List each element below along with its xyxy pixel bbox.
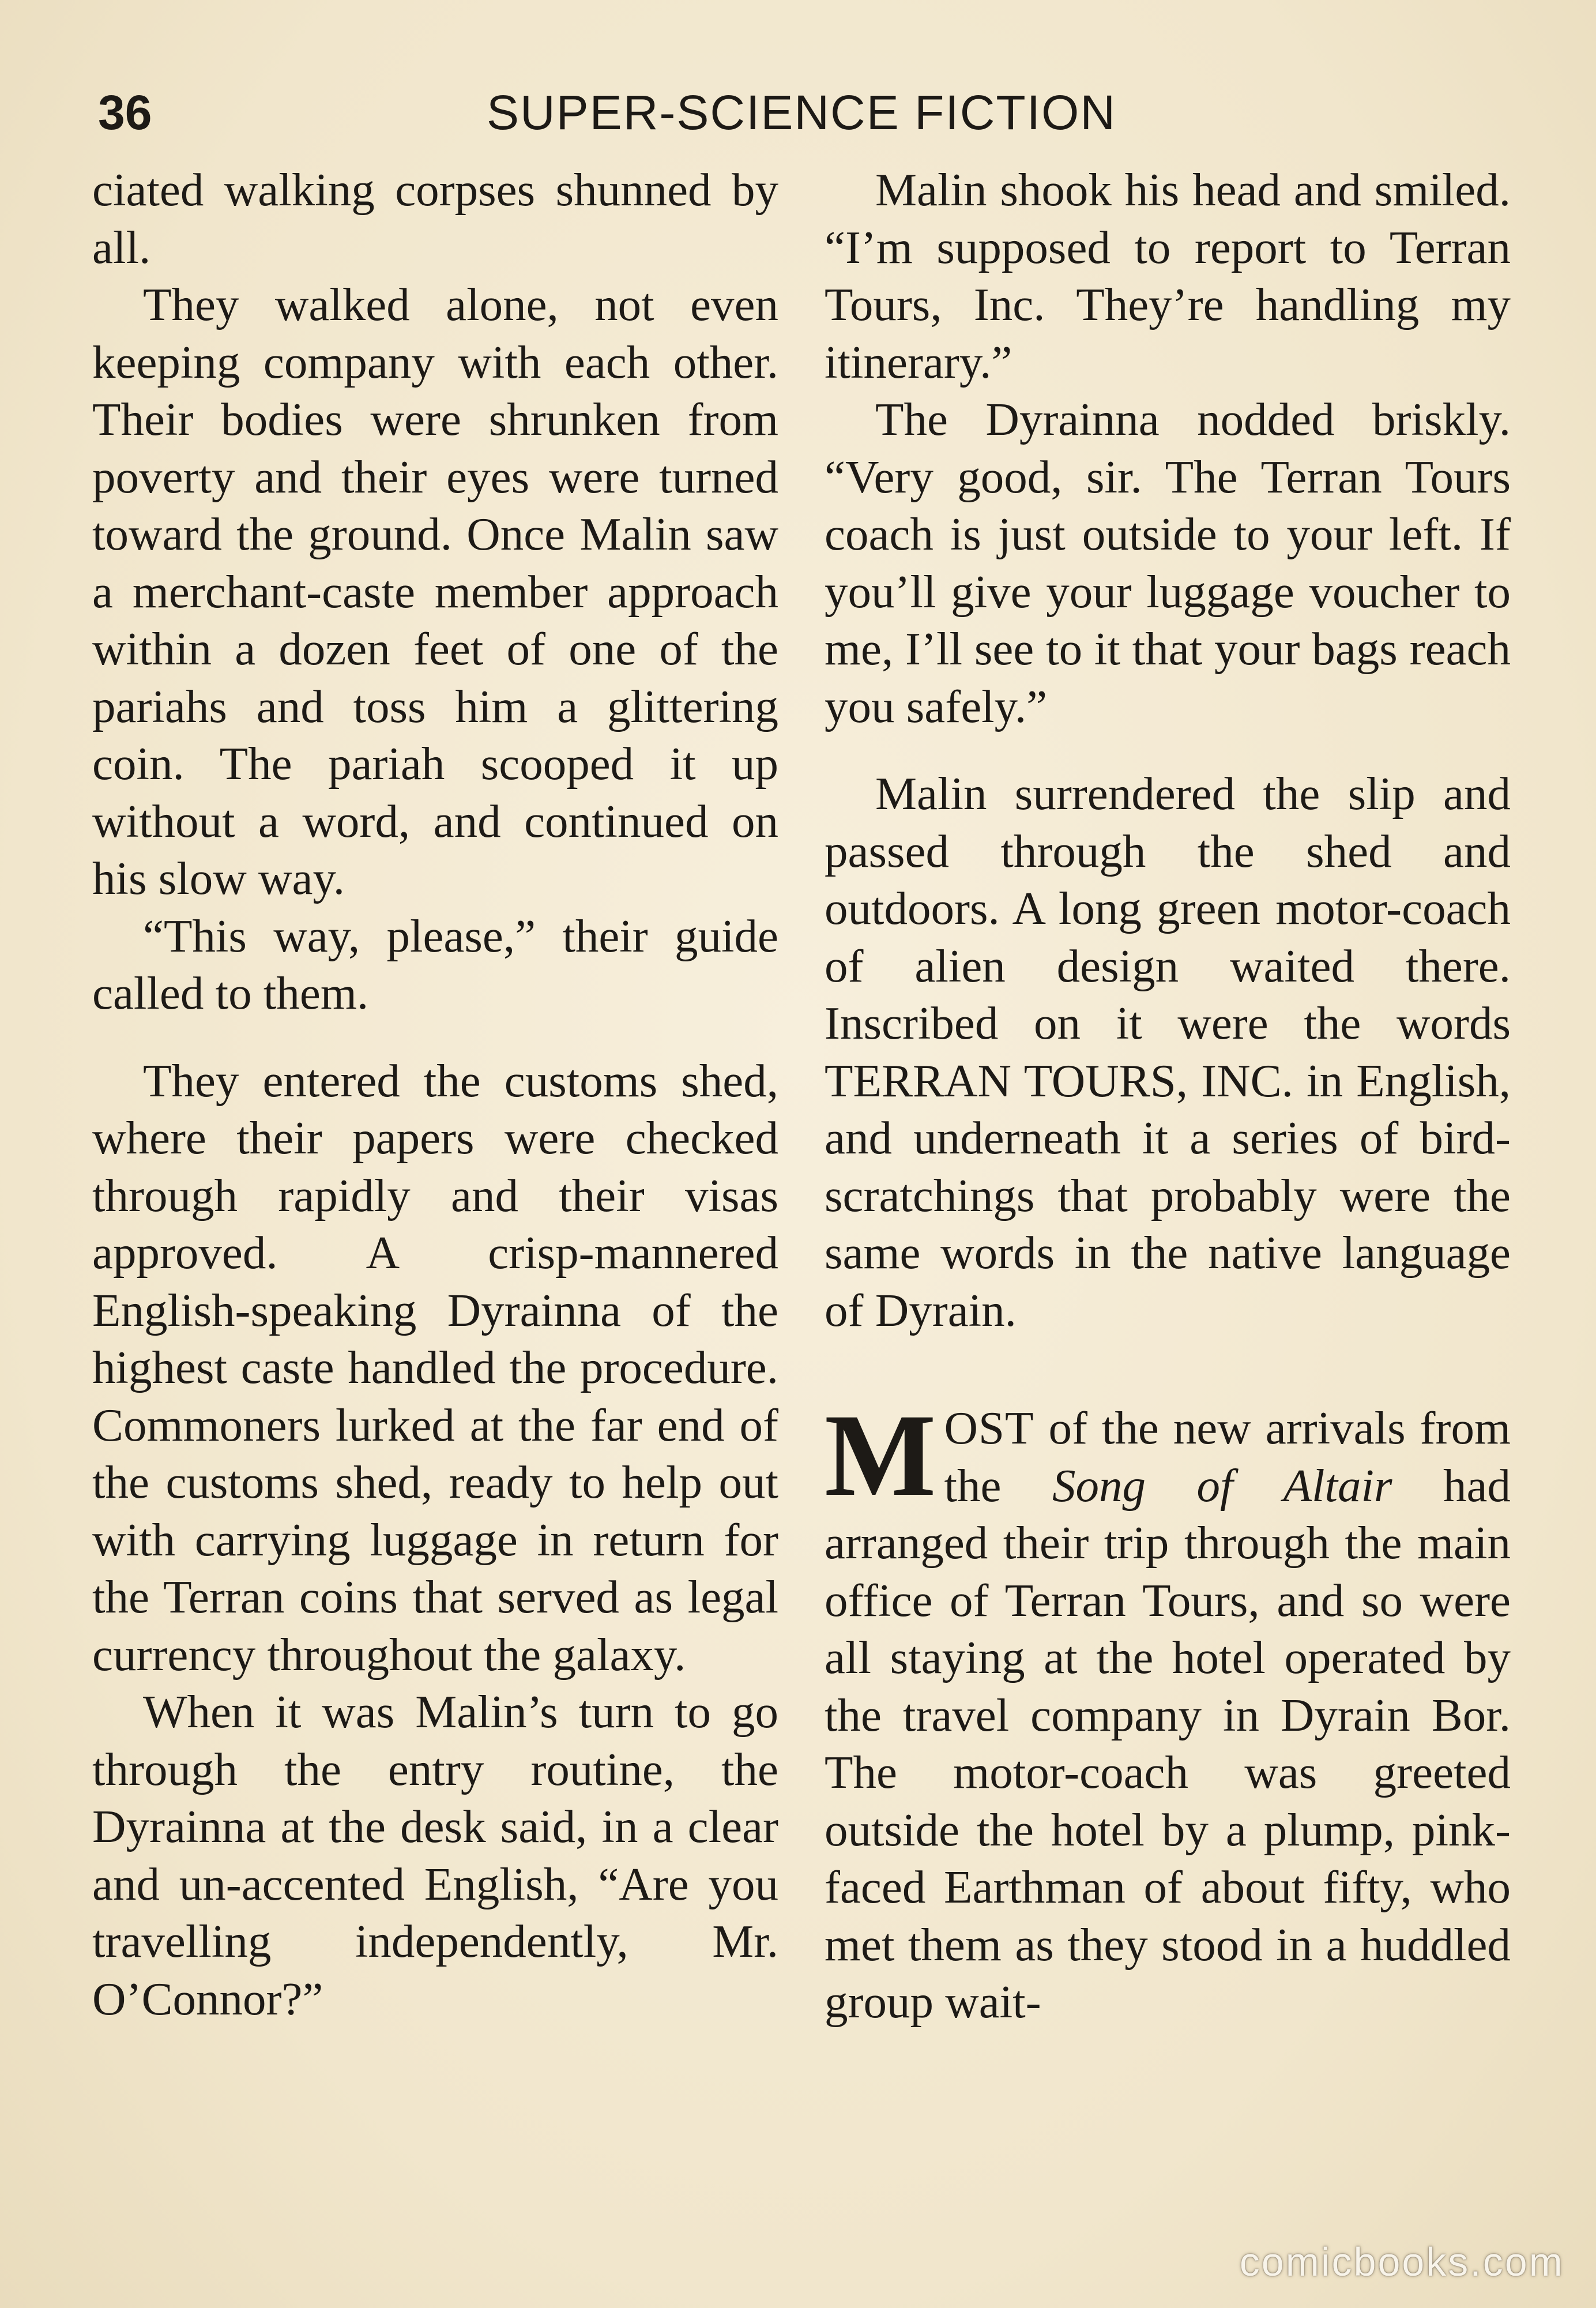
- paragraph: They walked alone, not even keeping company with each other. Their bodies were shrunken from poverty and their eyes were turned toward the ground. Once Malin saw a merchant-caste member approach within a dozen feet of one of the pariahs and toss him a glittering coin. The pariah scooped it up without a word, and continued on his slow way.: [92, 279, 778, 904]
- text-run: had arranged their trip through the main office of Terran Tours, and so were all staying at the hotel operated by the travel company in Dyrain Bor. The motor-coach was greeted outside the hotel by a plump, pink-faced Earthman of about fifty, who met them as they stood in a huddled group wait-: [825, 1459, 1511, 2028]
- paragraph: ciated walking corpses shunned by all.: [92, 164, 778, 273]
- paragraph: When it was Malin’s turn to go through the entry routine, the Dyrainna at the desk said, in a clear and un-accented English, “Are you travelling independently, Mr. O’Connor?”: [92, 1686, 778, 2025]
- paragraph: “This way, please,” their guide called to them.: [92, 909, 778, 1019]
- paragraph: Malin shook his head and smiled. “I’m supposed to report to Terran Tours, Inc. They’re handling my itinerary.”: [825, 164, 1511, 388]
- section-opening-paragraph: [825, 1390, 1511, 2031]
- page-number: 36: [98, 85, 152, 140]
- text-run: of the new arrivals from the: [944, 1402, 1511, 1512]
- right-column: [825, 161, 1511, 2031]
- paragraph: The Dyrainna nodded briskly. “Very good, sir. The Terran Tours coach is just outside to your left. If you’ll give your luggage voucher to me, I’ll see to it that your bags reach you safely.”: [825, 393, 1511, 732]
- ship-name: Song of Altair: [1052, 1459, 1392, 1512]
- watermark: comicbooks.com: [1239, 2239, 1564, 2284]
- left-column: [92, 161, 778, 2028]
- page-header: [98, 81, 1505, 144]
- drop-cap: M: [825, 1390, 936, 1521]
- opening-caps: OST: [944, 1402, 1034, 1454]
- paragraph: They entered the customs shed, where their papers were checked through rapidly and their visas approved. A crisp-mannered English-speaking Dyrainna of the highest caste handled the procedure. Commoners lurked at the far end of the customs shed, ready to help out with carrying luggage in return for the Terran coins that served as legal currency throughout the galaxy.: [92, 1054, 778, 1681]
- paragraph: Malin surrendered the slip and passed through the shed and outdoors. A long green motor-coach of alien design waited there. Inscribed on it were the words TERRAN TOURS, INC. in English, and underneath it a series of bird-scratchings that probably were the same words in the native language of Dyrain.: [825, 768, 1511, 1336]
- running-title: SUPER-SCIENCE FICTION: [486, 85, 1117, 140]
